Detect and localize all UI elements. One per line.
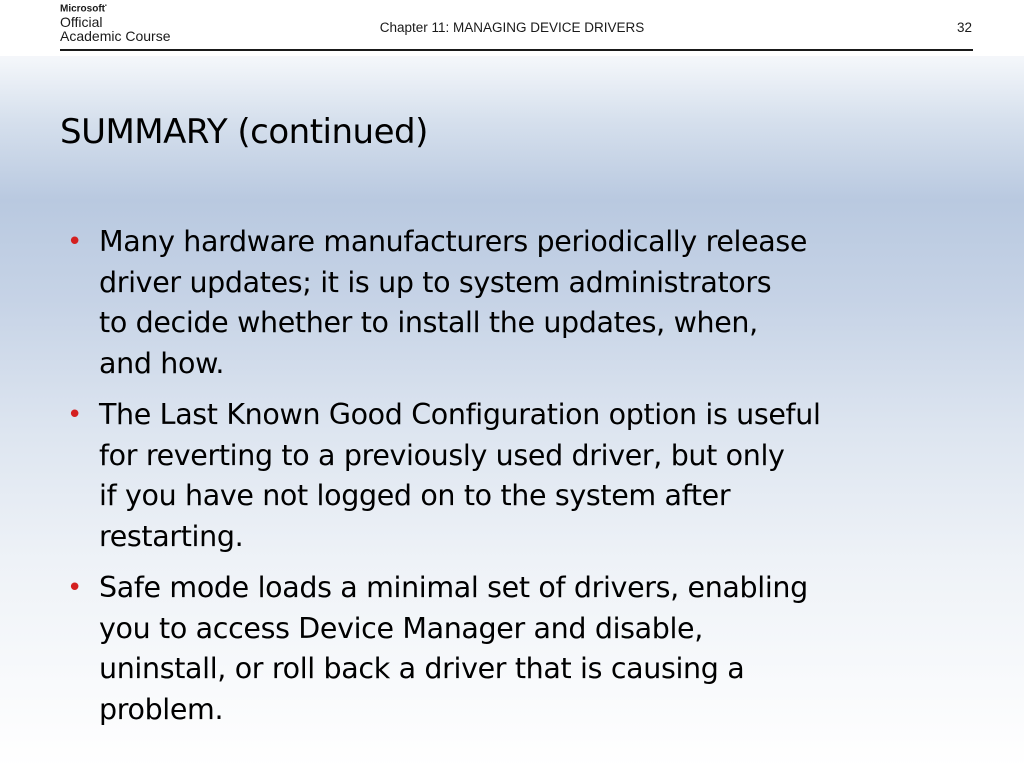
logo-microsoft-label: Microsoft bbox=[60, 3, 105, 15]
bullet-icon: • bbox=[67, 227, 82, 257]
bullet-item bbox=[60, 222, 990, 384]
chapter-title: Chapter 11: MANAGING DEVICE DRIVERS bbox=[379, 20, 645, 35]
bullet-text: Safe mode loads a minimal set of drivers, enabling you to access Device Manager and disable, uninstall, or roll back a driver that is causing a problem. bbox=[99, 571, 808, 726]
slide-title: SUMMARY (continued) bbox=[60, 112, 428, 152]
logo-microsoft-text: Microsoft• bbox=[60, 3, 107, 15]
bullet-item bbox=[60, 568, 990, 730]
logo-line-2: Academic Course bbox=[60, 28, 171, 45]
page-number: 32 bbox=[956, 20, 972, 35]
bullet-item bbox=[60, 395, 990, 557]
header-divider bbox=[60, 49, 973, 51]
bullet-icon: • bbox=[67, 573, 82, 603]
bullet-list bbox=[60, 222, 990, 741]
bullet-icon: • bbox=[67, 400, 82, 430]
logo-line-1: Official bbox=[60, 14, 103, 31]
bullet-text: The Last Known Good Configuration option is useful for reverting to a previously used driver, but only if you have not logged on to the system after restarting. bbox=[99, 398, 821, 553]
bullet-text: Many hardware manufacturers periodically release driver updates; it is up to system administrators to decide whether to install the updates, when, and how. bbox=[99, 225, 808, 380]
